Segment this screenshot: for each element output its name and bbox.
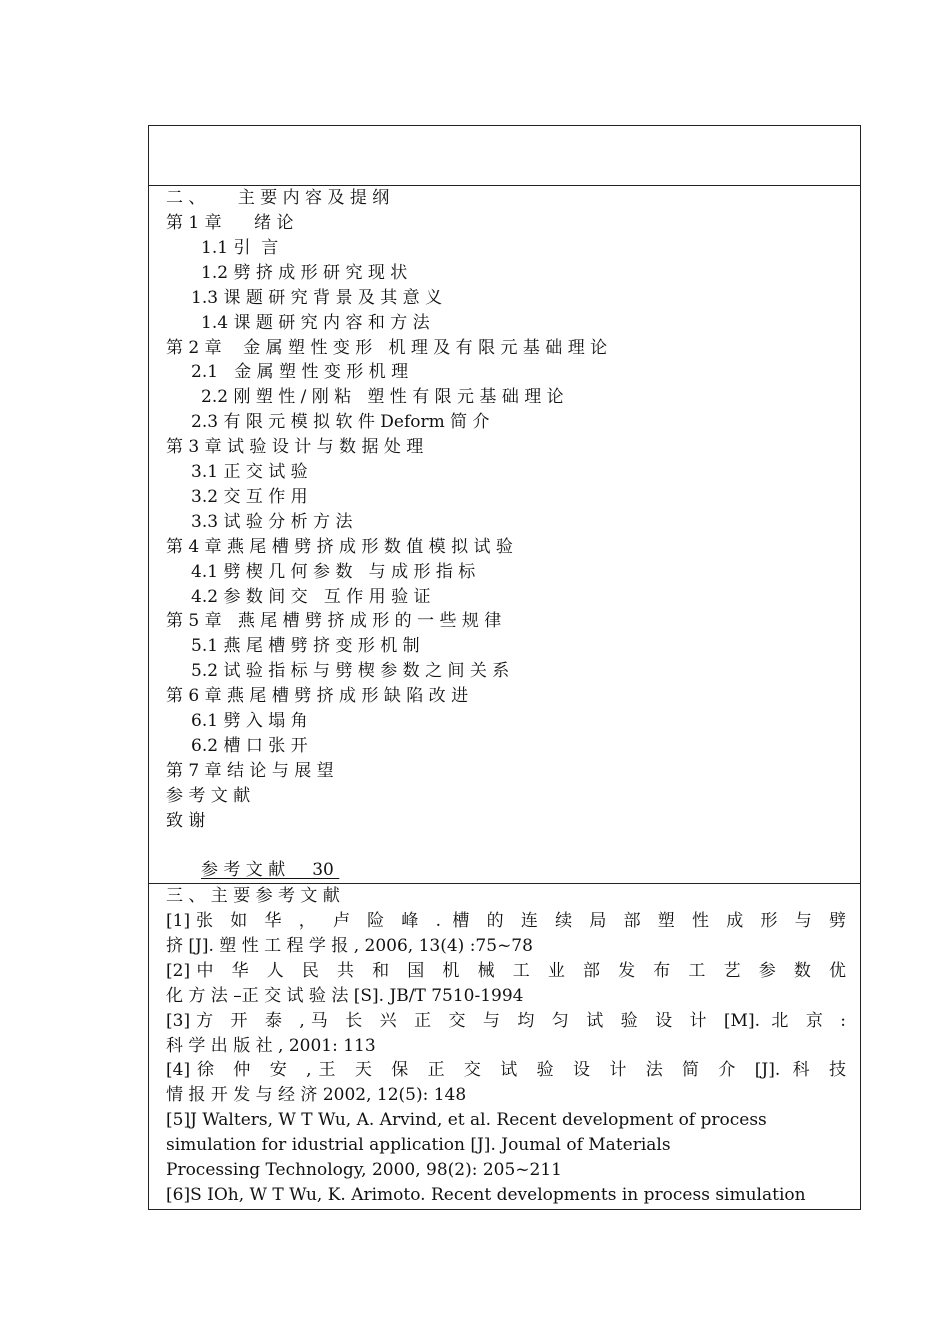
- reference-line: [4]徐 仲 安 ,王 天 保 正 交 试 验 设 计 法 简 介 [J]. 科 技: [166, 1060, 846, 1081]
- empty-top-cell: [149, 126, 860, 186]
- outline-chapter: 第 2 章 金 属 塑 性 变 形 机 理 及 有 限 元 基 础 理 论: [166, 337, 608, 358]
- outline-chapter: 参 考 文 献: [166, 785, 251, 806]
- outline-section: 4.1 劈 楔 几 何 参 数 与 成 形 指 标: [191, 561, 476, 582]
- reference-line: Processing Technology, 2000, 98(2): 205~211: [166, 1160, 562, 1180]
- reference-line: [2]中 华 人 民 共 和 国 机 械 工 业 部 发 布 工 艺 参 数 优: [166, 960, 846, 981]
- outline-section: 1.2 劈 挤 成 形 研 究 现 状: [201, 262, 408, 283]
- outline-chapter: 第 4 章 燕 尾 槽 劈 挤 成 形 数 值 模 拟 试 验: [166, 536, 513, 557]
- outline-cell: [149, 186, 860, 884]
- proposal-table: [148, 125, 861, 1210]
- outline-chapter: 致 谢: [166, 810, 206, 831]
- references-heading: 三 、 主 要 参 考 文 献: [166, 886, 340, 906]
- reference-line: 化 方 法 –正 交 试 验 法 [S]. JB/T 7510-1994: [166, 985, 524, 1006]
- outline-section: 3.3 试 验 分 析 方 法: [191, 511, 353, 532]
- reference-line: [1]张 如 华 ， 卢 险 峰 . 槽 的 连 续 局 部 塑 性 成 形 与 劈: [166, 911, 846, 931]
- outline-section: 1.4 课 题 研 究 内 容 和 方 法: [201, 312, 430, 333]
- outline-section: 2.2 刚 塑 性 / 刚 粘 塑 性 有 限 元 基 础 理 论: [201, 387, 564, 408]
- outline-chapter: 第 3 章 试 验 设 计 与 数 据 处 理: [166, 437, 424, 458]
- outline-chapter: 第 6 章 燕 尾 槽 劈 挤 成 形 缺 陷 改 进: [166, 686, 469, 707]
- outline-section: 5.1 燕 尾 槽 劈 挤 变 形 机 制: [191, 636, 420, 657]
- reference-line: 情 报 开 发 与 经 济 2002, 12(5): 148: [166, 1085, 467, 1106]
- reference-line: [6]S IOh, W T Wu, K. Arimoto. Recent developments in process simulation: [166, 1184, 806, 1205]
- outline-section: 1.1 引 言: [201, 237, 279, 258]
- outline-section: 3.1 正 交 试 验: [191, 462, 308, 482]
- outline-chapter: 第 5 章 燕 尾 槽 劈 挤 成 形 的 一 些 规 律: [166, 611, 502, 632]
- reference-line: [3]方 开 泰 ,马 长 兴 正 交 与 均 匀 试 验 设 计 [M]. 北 京 :: [166, 1010, 846, 1031]
- references-cell: [149, 884, 860, 1209]
- outline-section: 3.2 交 互 作 用: [191, 486, 308, 507]
- outline-chapter: 第 1 章 绪 论: [166, 213, 294, 233]
- outline-footer-note: 参 考 文 献 30: [201, 860, 340, 880]
- reference-line: 挤 [J]. 塑 性 工 程 学 报 , 2006, 13(4) :75~78: [166, 935, 533, 956]
- outline-heading: 二 、 主 要 内 容 及 提 纲: [166, 188, 390, 208]
- outline-section: 4.2 参 数 间 交 互 作 用 验 证: [191, 586, 431, 607]
- reference-line: [5]J Walters, W T Wu, A. Arvind, et al. Recent development of process: [166, 1110, 767, 1131]
- reference-line: 科 学 出 版 社 , 2001: 113: [166, 1035, 376, 1056]
- outline-section: 2.3 有 限 元 模 拟 软 件 Deform 简 介: [191, 412, 490, 433]
- outline-section: 5.2 试 验 指 标 与 劈 楔 参 数 之 间 关 系: [191, 661, 510, 682]
- outline-section: 6.1 劈 入 塌 角: [191, 711, 308, 731]
- reference-line: simulation for idustrial application [J]. Joumal of Materials: [166, 1135, 671, 1156]
- outline-section: 6.2 槽 口 张 开: [191, 735, 308, 756]
- outline-section: 1.3 课 题 研 究 背 景 及 其 意 义: [191, 287, 443, 308]
- outline-chapter: 第 7 章 结 论 与 展 望: [166, 760, 334, 781]
- outline-section: 2.1 金 属 塑 性 变 形 机 理: [191, 362, 409, 383]
